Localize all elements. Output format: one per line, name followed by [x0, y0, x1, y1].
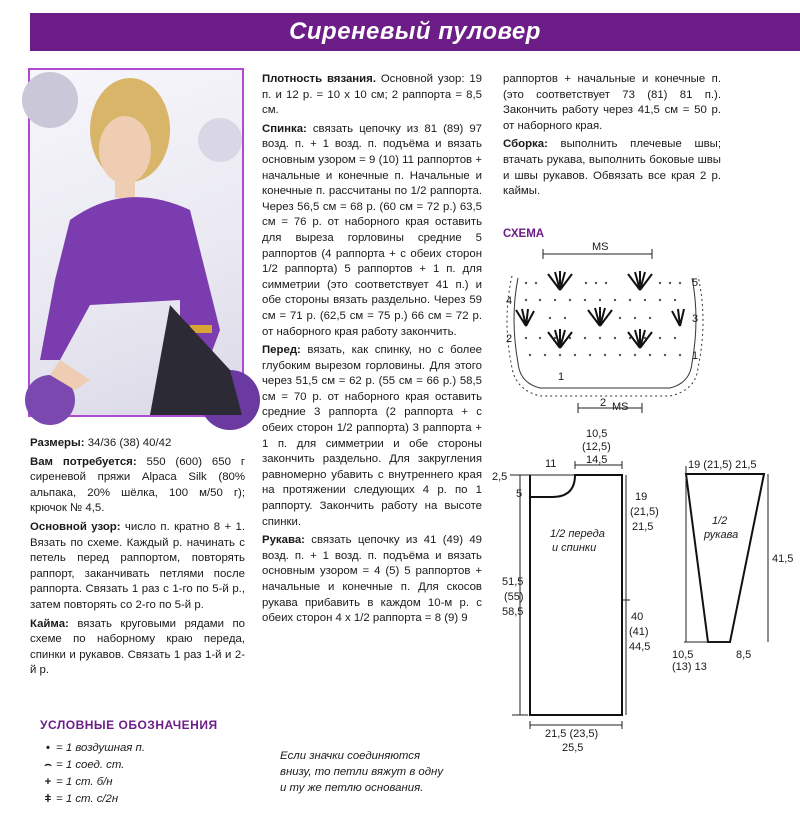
slip-stitch-icon: ⌢ — [44, 759, 52, 771]
materials-label: Вам потребуется: — [30, 455, 137, 468]
sizes-paragraph — [30, 436, 245, 452]
right-column — [503, 72, 721, 203]
front-text: вязать, как спинку, но с более глубоким вырезом горловины. Для этого через 51,5 см = 62 р. (55 см = 66 р.) 58,5 см = 70 р. от наборного края оставить средние 3 раппорта (2 раппорта + с обеих сторон 1/2 раппорта) 3 раппорта + 1 п. для симметрии и обе стороны закончить раздельно. Для закругления равномерно убавить с внутреннего края на протяжении следующих 4 р. по 1 раппорту. Закончить работу на высоте спинки. — [262, 344, 482, 528]
sleeves-continued: раппортов + начальные и конечные п. (это соответствует 73 (81) 81 п.). Закончить работу через 41,5 см = 50 р. от наборного края. — [503, 73, 721, 132]
side-3: 44,5 — [629, 641, 651, 653]
neck-width-1: 10,5 — [586, 428, 608, 440]
edging-label: Кайма: — [30, 617, 69, 630]
model-illustration — [30, 70, 242, 415]
sleeve-label-2: рукава — [704, 529, 739, 541]
middle-column — [262, 72, 482, 630]
edging-rows — [507, 276, 703, 396]
edging-text: вязать круговыми рядами по схеме по наборному краю переда, спинки и рукавов. Связать 1 раз 1-й и 2-й р. — [30, 617, 245, 677]
chain-stitch-icon: • — [46, 742, 50, 754]
edge-row-label-2: 2 — [600, 397, 607, 409]
density-label: Плотность вязания. — [262, 73, 376, 85]
legend-text: = 1 ст. б/н — [56, 776, 113, 788]
sleeve-label-1: 1/2 — [712, 515, 728, 527]
neck-width-3: 14,5 — [586, 454, 608, 466]
single-crochet-icon: + — [44, 776, 52, 788]
side-1: 40 — [631, 611, 644, 623]
ms-bottom-label: MS — [612, 401, 629, 413]
schema-title: СХЕМА — [503, 228, 545, 240]
legend-title: УСЛОВНЫЕ ОБОЗНАЧЕНИЯ — [40, 718, 218, 732]
body-outline — [530, 475, 622, 715]
bottom-width-2: 25,5 — [562, 742, 584, 754]
sleeve-pattern-diagram — [668, 452, 798, 672]
sleeve-bottom-right: 8,5 — [736, 649, 752, 661]
neck-width-2: (12,5) — [582, 441, 611, 453]
title-bar — [30, 13, 800, 51]
ms-top-label: MS — [592, 241, 609, 253]
assembly-label: Сборка: — [503, 138, 548, 151]
sleeves-paragraph — [262, 533, 482, 627]
stitch-note: Если значки соединяются внизу, то петли вяжут в одну и ту же петлю основания. — [280, 750, 444, 794]
armhole-2: (21,5) — [630, 506, 659, 518]
legend-item — [40, 774, 145, 791]
model-photo — [28, 68, 244, 417]
back-neck-depth: 2,5 — [492, 471, 508, 483]
edging-paragraph — [30, 617, 245, 679]
body-label-2: и спинки — [552, 542, 597, 554]
sleeve-outline — [686, 474, 764, 642]
sizes-text: 34/36 (38) 40/42 — [84, 437, 172, 449]
legend — [40, 740, 145, 808]
front-label: Перед: — [262, 344, 301, 357]
assembly-text: выполнить плечевые швы; втачать рукава, выполнить боковые швы и швы рукавов. Обвязать все края 2 р. каймы. — [503, 138, 721, 198]
sleeve-top-width: 19 (21,5) 21,5 — [688, 459, 757, 471]
density-paragraph — [262, 72, 482, 119]
main-pattern-label: Основной узор: — [30, 520, 121, 533]
height-3: 58,5 — [502, 606, 524, 618]
body-label-1: 1/2 переда — [550, 528, 605, 540]
height-2: (55) — [504, 591, 524, 603]
height-1: 51,5 — [502, 576, 524, 588]
legend-text: = 1 соед. ст. — [56, 759, 125, 771]
materials-paragraph — [30, 455, 245, 517]
double-treble-icon: ǂ — [44, 793, 52, 805]
body-pattern-diagram — [490, 425, 659, 754]
edge-row-label-1: 1 — [558, 371, 565, 383]
armhole-1: 19 — [635, 491, 648, 503]
legend-text: = 1 воздушная п. — [56, 742, 145, 754]
side-2: (41) — [629, 626, 649, 638]
row-label-4: 4 — [506, 295, 513, 307]
front-paragraph — [262, 343, 482, 530]
row-label-5: 5 — [692, 277, 699, 289]
assembly-paragraph — [503, 137, 721, 199]
legend-text: = 1 ст. с/2н — [56, 793, 119, 805]
legend-item — [40, 757, 145, 774]
row-label-2: 2 — [506, 333, 513, 345]
legend-item — [40, 740, 145, 757]
left-column — [30, 436, 245, 682]
front-neck-depth: 5 — [516, 488, 523, 500]
row-label-1: 1 — [692, 350, 699, 362]
sleeve-bottom-2: (13) 13 — [672, 661, 707, 673]
bottom-width-1: 21,5 (23,5) — [545, 728, 599, 740]
back-paragraph — [262, 122, 482, 340]
crochet-chart — [500, 238, 720, 423]
back-label: Спинка: — [262, 122, 307, 135]
materials-text: 550 (600) 650 г сиреневой пряжи Alpaca Silk (80% альпака, 20% шёлка, 100 м/50 г); крючок № 4,5. — [30, 455, 245, 515]
sleeve-length: 41,5 — [772, 553, 794, 565]
main-pattern-text: число п. кратно 8 + 1. Вязать по схеме. Каждый р. начинать с петель перед раппортом, повторять раппорт, заканчивать петлями после раппорта. Связать 1 раз с 1-го по 5-й р., затем повторять со 2-го по 5-й р. — [30, 520, 245, 611]
armhole-3: 21,5 — [632, 521, 654, 533]
sleeves-label: Рукава: — [262, 534, 305, 547]
page-title: Сиреневый пуловер — [289, 18, 541, 45]
sleeves-text: связать цепочку из 41 (49) 49 возд. п. + 1 возд. п. подъёма и вязать основным узором = 4 (5) 5 раппортов + начальные и конечные п. Для скосов рукава прибавить в каждом 10-м р. с обеих сторон 4 х 1/2 раппорта = 8 (9) 9 — [262, 534, 482, 625]
sizes-label: Размеры: — [30, 437, 85, 449]
shoulder-width: 11 — [545, 458, 557, 470]
fan-stitches — [516, 271, 684, 348]
density-text: Основной узор: 19 п. и 12 р. = 10 х 10 см; 2 раппорта = 8,5 см. — [262, 73, 482, 117]
chain-dots — [525, 282, 681, 356]
back-text: связать цепочку из 81 (89) 97 возд. п. + 1 возд. п. подъёма и вязать основным узором = 9 (10) 11 раппортов + начальные и конечные п. Начальные и конечные п. рассчитаны по 1/2 раппорта. Через 56,5 см = 68 р. (60 см = 72 р.) 63,5 см = 76 р. от наборного края оставить для выреза горловины средние 5 раппортов (4 раппорта + с обеих сторон 1/2 раппорта) 5 раппортов + 1 п. для симметрии (это соответствует 41 п.) и обе стороны вязать раздельно. Через 59 см = 71 р. (62,5 см = 75 р.) 66 см = 72 р. от наборного края работу закончить. — [262, 122, 482, 338]
sleeve-bottom-1: 10,5 — [672, 649, 694, 661]
row-label-3: 3 — [692, 313, 699, 325]
legend-item — [40, 791, 145, 808]
main-pattern-paragraph — [30, 520, 245, 614]
